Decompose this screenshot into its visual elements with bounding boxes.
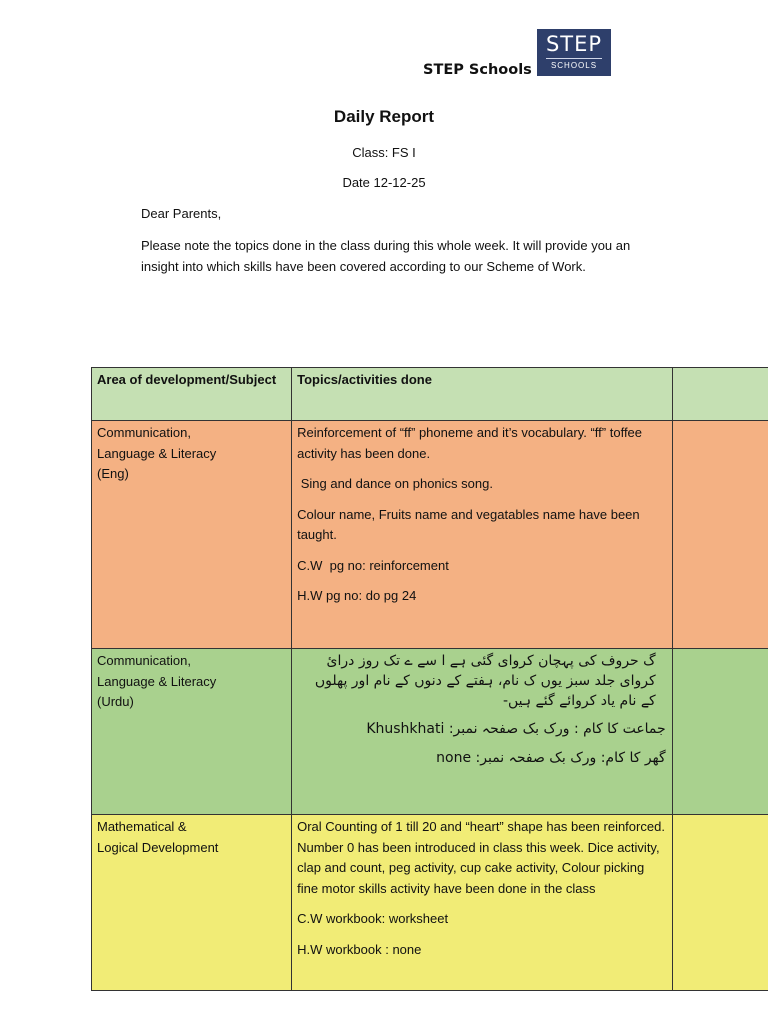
- topic-paragraph: Reinforcement of “ff” phoneme and it’s vocabulary. “ff” toffee activity has been done.: [297, 425, 643, 461]
- topic-paragraph: جماعت کا کام : ورک بک صفحہ نمبر: Khushkhati: [366, 721, 666, 737]
- area-cell-urdu: [92, 649, 292, 815]
- topic-paragraph: گ حروف کی پہچان کروای گئی ہے ا سے ے تک روز درائ کروای جلد سبز یوں ک نام، ہفتے کے دنوں کے نام اور پھلوں کے نام یاد کروائے گئے ہیں-: [314, 653, 656, 709]
- area-line: Logical Development: [97, 839, 219, 855]
- topic-paragraph: Colour name, Fruits name and vegatables name have been taught.: [297, 506, 640, 542]
- logo-text: STEP: [545, 32, 603, 56]
- topic-paragraph: H.W pg no: do pg 24: [297, 588, 417, 603]
- topic-paragraph: C.W pg no: reinforcement: [297, 557, 449, 573]
- school-logo: [537, 29, 611, 76]
- school-name: STEP Schools: [423, 62, 532, 78]
- logo-subtext: SCHOOLS: [546, 58, 602, 70]
- area-line: Communication,: [97, 425, 191, 440]
- area-line: Communication,: [97, 653, 191, 668]
- topic-paragraph: H.W workbook : none: [297, 941, 422, 957]
- header-area: Area of development/Subject: [92, 368, 292, 421]
- topic-paragraph: گھر کا کام: ورک بک صفحہ نمبر: none: [436, 749, 666, 766]
- header-extra: [672, 368, 768, 421]
- topic-paragraph: C.W workbook: worksheet: [297, 911, 449, 926]
- area-line: (Eng): [97, 466, 129, 481]
- extra-cell-math: [672, 815, 768, 991]
- header-topics: Topics/activities done: [292, 368, 673, 421]
- table-row-english: [92, 421, 768, 649]
- area-line: Mathematical &: [97, 819, 187, 834]
- topics-cell-urdu: [292, 649, 673, 815]
- topic-paragraph: Sing and dance on phonics song.: [297, 476, 493, 491]
- report-table: [91, 367, 768, 991]
- salutation: Dear Parents,: [141, 206, 222, 221]
- topics-cell-english: [292, 421, 673, 649]
- table-header-row: [92, 368, 768, 421]
- topic-paragraph: Oral Counting of 1 till 20 and “heart” shape has been reinforced. Number 0 has been introduced in class this week. Dice activity, clap and count, peg activity, cup cake activity, Colour picking fine motor skills activity have been done in the class: [297, 819, 665, 896]
- table-row-math: [92, 815, 768, 991]
- topics-cell-math: [292, 815, 673, 991]
- intro-paragraph: Please note the topics done in the class during this whole week. It will provide you an insight into which skills have been covered according to our Scheme of Work.: [141, 238, 631, 274]
- area-line: (Urdu): [97, 694, 134, 709]
- extra-cell-urdu: [672, 649, 768, 815]
- area-cell-english: [92, 421, 292, 649]
- date-line: Date 12-12-25: [342, 175, 426, 190]
- page-title: Daily Report: [333, 107, 435, 126]
- area-line: Language & Literacy: [97, 673, 217, 689]
- area-line: Language & Literacy: [97, 445, 217, 461]
- extra-cell-english: [672, 421, 768, 649]
- area-cell-math: [92, 815, 292, 991]
- table-row-urdu: [92, 649, 768, 815]
- class-line: Class: FS I: [352, 145, 416, 160]
